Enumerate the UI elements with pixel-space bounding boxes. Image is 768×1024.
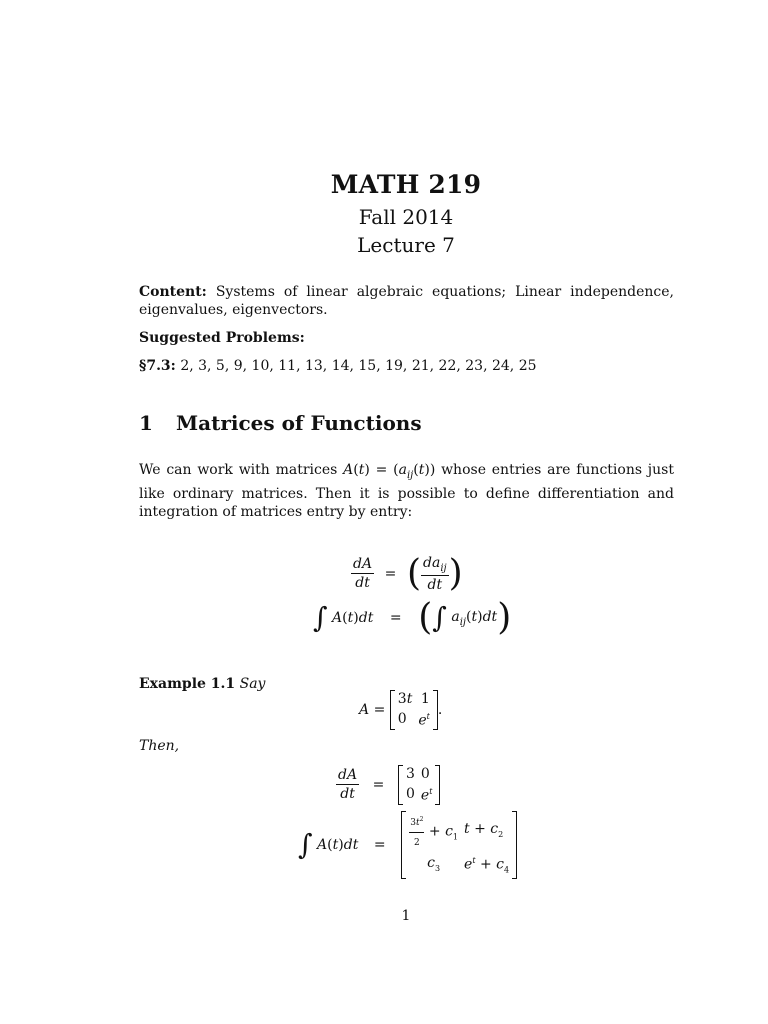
integral-definition-equation: ∫ A(t)dt = (∫ $a_{ij}(t)dt$) (313, 597, 512, 638)
page-number: 1 (401, 908, 411, 924)
paragraph-text-start: We can work with matrices (139, 462, 338, 478)
example-integral-result: ∫ A(t)dt = $\frac{3t^2}{2}$ + $c_1$ $t + c_2$ $c_3$ $e^t + c_4$ (298, 811, 517, 879)
matrix-function-expression: A (343, 462, 354, 478)
page-title: MATH 219 (330, 170, 482, 199)
problem-numbers: 2, 3, 5, 9, 10, 11, 13, 14, 15, 19, 21, 22, 23, 24, 25 (180, 358, 537, 374)
section-paragraph: We can work with matrices $A(t) = (a_{ij}(t))$ whose entries are functions just like ordinary matrices. Then it is possible to define differentiation and integration of matrices entry by entry: (139, 462, 674, 520)
content-label: Content: (139, 284, 207, 300)
suggested-problems-list (139, 357, 674, 375)
lecture-subtitle: Lecture 7 (357, 233, 455, 257)
example-label: Example 1.1 (139, 676, 236, 692)
term-subtitle: Fall 2014 (358, 205, 454, 229)
example-matrix-definition: A = 3t 1 0 $e^t$ . (359, 691, 443, 729)
section-heading (139, 411, 422, 435)
then-text: Then, (139, 738, 180, 754)
derivative-definition-equation: $\frac{dA}{dt}$ = ( $\frac{da_{ij}}{dt}$ ) (353, 552, 463, 594)
content-text: Systems of linear algebraic equations; Linear independence, eigenvalues, eigenvectors. (139, 284, 674, 318)
content-paragraph (139, 283, 674, 319)
section-number: 1 (139, 411, 153, 435)
example-say: Say (239, 676, 266, 692)
example-derivative-result: $\frac{dA}{dt}$ = 3 0 0 $e^t$ (336, 765, 440, 805)
section-reference: §7.3: (139, 358, 176, 374)
suggested-problems-heading: Suggested Problems: (139, 330, 305, 346)
section-title: Matrices of Functions (176, 411, 422, 435)
paragraph-text-end: whose entries are functions just like ordinary matrices. Then it is possible to define differentiation and integration of matrices entry by entry: (139, 462, 674, 520)
